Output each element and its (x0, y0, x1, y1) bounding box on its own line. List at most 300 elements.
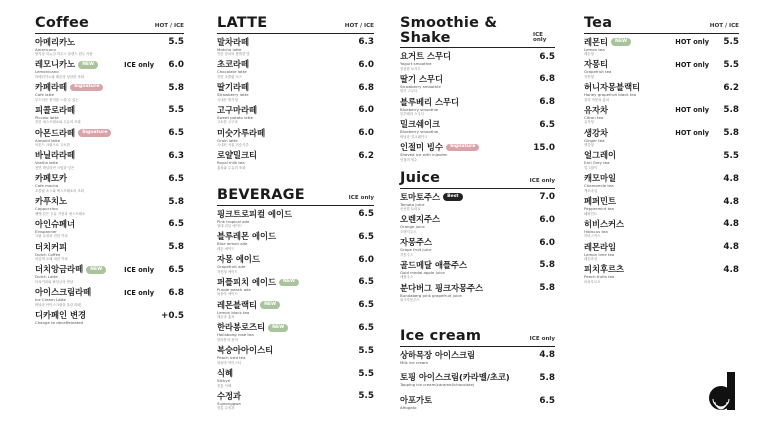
beverage-header (217, 188, 374, 206)
menu-item-name: 카페라떼 (35, 82, 68, 93)
menu-item-english-name: Dutch Latte (35, 274, 58, 280)
menu-item (217, 300, 374, 323)
menu-item-english-name: Vanilla latte (35, 160, 58, 166)
tea-column (584, 16, 739, 287)
menu-item-name: 오렌지주스 (400, 214, 441, 225)
menu-item-name: 딸기 스무디 (400, 73, 443, 84)
menu-item-price: 6.5 (168, 173, 184, 184)
latte-column (217, 16, 374, 173)
menu-item-description: 페퍼민트 (584, 211, 598, 216)
menu-item-english-name: Sweet potato latte (217, 114, 254, 120)
menu-item-description: 히비스커스 (584, 234, 601, 239)
menu-item (400, 119, 555, 142)
menu-item (584, 219, 739, 242)
menu-item-price: 5.8 (168, 242, 184, 253)
menu-item-description: 신선한 토마토 (400, 207, 421, 212)
menu-item-name: 토핑 아이스크림(카라멜/초코) (400, 372, 510, 383)
menu-item-row (217, 368, 374, 379)
menu-item-price: 5.8 (723, 105, 739, 116)
menu-item-option: HOT only (675, 38, 709, 46)
coffee-title: Coffee (35, 15, 90, 31)
menu-item-price: 6.0 (358, 105, 374, 116)
menu-item-english-name: Hibiscus tea (584, 228, 608, 234)
menu-item-description: 애플주스 (400, 275, 414, 280)
menu-item-english-name: Purple peach ade (217, 286, 251, 292)
menu-item (584, 37, 739, 60)
menu-item-name: 피치후르츠 (584, 264, 625, 275)
menu-item-english-name: Pink tropical ade (217, 218, 250, 224)
menu-item-description: 상큼한 요거트 (400, 66, 421, 71)
menu-item-price: 7.0 (539, 192, 555, 202)
menu-item-name: 히비스커스 (584, 218, 625, 229)
menu-item-price: 5.8 (168, 82, 184, 93)
menu-item-description: 진한 초콜릿 소스 (217, 74, 243, 79)
menu-item-name: 카푸치노 (35, 196, 68, 207)
menu-item-price: 4.8 (723, 219, 739, 230)
menu-item-description: 국내산 곡물 미숫가루 (217, 143, 249, 148)
menu-item-description: 레몬과 홍차 (217, 315, 235, 320)
menu-item-name: 로얄밀크티 (217, 150, 258, 161)
menu-item-name: 복숭아아이스티 (217, 345, 274, 356)
menu-item (400, 350, 555, 373)
menu-item-description: 차갑게 오래 내린 커피 (35, 257, 68, 262)
menu-item-row (400, 395, 555, 406)
tea-header (584, 16, 739, 34)
menu-item-name: 상하목장 아이스크림 (400, 349, 476, 360)
menu-item-english-name: Topping ice cream(caramel/chocolate) (400, 382, 475, 388)
menu-item-name: 카페모카 (35, 173, 68, 184)
latte-header (217, 16, 374, 34)
menu-item-description: 진한 말차의 쌉쌀한 맛 (217, 52, 250, 57)
menu-item-description: 초콜릿 소스와 에스프레소의 조화 (35, 188, 85, 193)
menu-item-price: 5.8 (539, 283, 555, 294)
menu-item-name: 레몬블랙티 (217, 299, 258, 310)
menu-item-name: 인절미 빙수 (400, 142, 443, 153)
d-logo-icon (708, 372, 736, 412)
menu-item-price: 4.8 (723, 196, 739, 207)
menu-item (400, 395, 555, 418)
juice-list (400, 192, 555, 306)
menu-item-description: 더치커피와 팥앙금의 만남 (35, 280, 74, 285)
juice-title: Juice (400, 170, 441, 186)
menu-item-english-name: Cafe mocha (35, 183, 59, 189)
beverage-title: BEVERAGE (217, 187, 305, 203)
tea-note: HOT / ICE (709, 22, 739, 29)
menu-item (217, 59, 374, 82)
menu-item (217, 128, 374, 151)
menu-item-price: 5.5 (358, 391, 374, 402)
menu-item (400, 51, 555, 74)
menu-item-name: 디카페인 변경 (35, 310, 86, 321)
menu-item-name: 레모니카노 (35, 59, 76, 70)
menu-item-description: 고소한 고구마 (217, 120, 238, 125)
menu-item-row (35, 82, 184, 93)
tea-list (584, 37, 739, 288)
icecream-title: Ice cream (400, 328, 482, 344)
menu-item-badge: NEW (611, 38, 631, 46)
menu-item-name: 얼그레이 (584, 150, 617, 161)
menu-item-description: 바닐라 밀크쉐이크 (400, 134, 428, 139)
menu-item (400, 283, 555, 306)
menu-item-badge: NEW (260, 301, 280, 309)
menu-item-row (584, 128, 739, 139)
menu-item-name: 요거트 스무디 (400, 51, 451, 61)
menu-item-price: +0.5 (161, 310, 184, 321)
menu-item-name: 더치앙금라떼 (35, 264, 84, 275)
menu-item-description: 벨벳 같은 우유 거품과 에스프레소 (35, 211, 86, 216)
menu-item-name: 수정과 (217, 390, 242, 401)
menu-item-english-name: Lemon black tea (217, 309, 250, 315)
menu-item-english-name: Tomato juice (400, 201, 425, 207)
menu-item-description: 복숭아 아이스티 (217, 360, 242, 365)
juice-header (400, 171, 555, 189)
menu-item-name: 아인슈페너 (35, 218, 76, 229)
menu-item-name: 딸기라떼 (217, 82, 250, 93)
menu-item (35, 173, 184, 196)
menu-item-badge: Signature (446, 144, 479, 152)
menu-item-name: 캐모마일 (584, 173, 617, 184)
menu-item-description: 캐모마일 (584, 188, 598, 193)
menu-item-english-name: Gold medal apple juice (400, 269, 445, 275)
menu-item-price: 5.8 (168, 196, 184, 207)
menu-item-price: 6.5 (358, 322, 374, 333)
menu-item-english-name: Cafe latte (35, 92, 55, 98)
menu-item-price: 4.8 (723, 173, 739, 184)
menu-item-row (217, 37, 374, 48)
menu-item-row (584, 37, 739, 48)
juice-column (400, 171, 555, 305)
menu-item-description: 한라봉과 장미 (217, 338, 238, 343)
menu-item-description: 꿀과 자몽과 홍차 (584, 97, 610, 102)
menu-item-english-name: Grape fruit juice (400, 247, 432, 253)
menu-item-price: 5.5 (168, 37, 184, 47)
menu-item-name: 아메리카노 (35, 36, 76, 47)
menu-item-english-name: Shaved ice with injeolmi (400, 152, 448, 158)
menu-item-description: 자몽주스 (400, 252, 414, 257)
menu-item-english-name: Blueberry smoothie (400, 106, 439, 112)
menu-item-name: 한라봉로즈티 (217, 322, 266, 333)
menu-item (35, 196, 184, 219)
menu-item-name: 식혜 (217, 368, 234, 379)
smoothie-title: Smoothie & Shake (400, 15, 498, 46)
menu-item-english-name: Einspanner (35, 228, 57, 234)
menu-item (217, 231, 374, 254)
menu-item-name: 미숫가루라떼 (217, 127, 266, 138)
menu-item-english-name: Ginger tea (584, 137, 605, 143)
menu-item-name: 생강차 (584, 127, 609, 138)
menu-item-badge: NEW (86, 266, 106, 274)
menu-item (35, 105, 184, 128)
menu-item-price: 5.8 (539, 260, 555, 271)
menu-item-name: 블루베리 스무디 (400, 96, 459, 107)
menu-item-price: 5.8 (723, 128, 739, 139)
juice-note: ICE only (529, 177, 555, 184)
smoothie-header (400, 16, 555, 48)
menu-item-description: 핑크자몽주스 (400, 298, 420, 303)
menu-item-description: 열대 과일 에이드 (217, 224, 243, 229)
menu-item-english-name: Chocolate latte (217, 69, 247, 75)
menu-item-description: 레몬청 (584, 52, 594, 57)
menu-item-english-name: Grapefruit tea (584, 69, 612, 75)
menu-item (400, 214, 555, 237)
menu-item-row (35, 37, 184, 48)
menu-item-english-name: Almond latte (35, 137, 60, 143)
menu-item (35, 82, 184, 105)
menu-item-price: 5.5 (723, 59, 739, 70)
menu-item-name: 레몬티 (584, 36, 609, 47)
menu-item-description: 복숭아 에이드 (217, 292, 238, 297)
menu-item (400, 142, 555, 165)
menu-item-name: 골드메달 애플주스 (400, 259, 468, 270)
menu-item (35, 128, 184, 151)
menu-item-price: 5.5 (358, 368, 374, 379)
tea-title: Tea (584, 15, 613, 31)
menu-item-english-name: Sikhye (217, 378, 230, 384)
menu-item-price: 6.5 (358, 209, 374, 219)
menu-item-english-name: Ice Cream Latte (35, 297, 66, 303)
menu-item-badge: NEW (268, 324, 288, 332)
menu-item-description: 바닐라 아이스크림을 올린 라떼 (35, 302, 81, 307)
menu-item-english-name: Blue lemon ade (217, 241, 248, 247)
menu-item-name: 레몬라임 (584, 241, 617, 252)
icecream-header (400, 329, 555, 347)
menu-item-name: 말차라떼 (217, 36, 250, 47)
menu-item-english-name: Grain latte (217, 137, 238, 143)
menu-item-english-name: Bundaberg pink grapefruit juice (400, 292, 462, 298)
menu-item-badge: NEW (279, 279, 299, 287)
menu-item-description: 아몬드 크림으로 고소한 (35, 143, 70, 148)
menu-item-option: ICE only (124, 288, 154, 297)
menu-item-english-name: Americano (35, 46, 56, 52)
menu-item-badge: Best (443, 193, 463, 201)
menu-item-price: 6.0 (358, 128, 374, 139)
menu-item-english-name: Affogato (400, 405, 417, 411)
menu-item-description: 유자청 (584, 120, 594, 125)
menu-item (217, 345, 374, 368)
menu-item-description: 자몽청 에이드 (217, 269, 238, 274)
menu-item-english-name: Lemonicano (35, 69, 59, 75)
menu-item-name: 핑크트로피컬 에이드 (217, 208, 293, 219)
menu-item-name: 페퍼민트 (584, 196, 617, 207)
menu-item-description: 얼그레이 (584, 166, 598, 171)
menu-item (217, 277, 374, 300)
menu-item (217, 391, 374, 414)
menu-item-description: 홍차와 우유의 조화 (217, 166, 246, 171)
menu-item-price: 6.3 (358, 37, 374, 47)
menu-item-description: 인절미 빙수 (400, 157, 418, 162)
menu-item (400, 74, 555, 97)
menu-item-name: 퍼플피치 에이드 (217, 276, 276, 287)
menu-item-price: 6.5 (168, 219, 184, 230)
menu-item-price: 5.5 (168, 105, 184, 116)
menu-item-description: 레몬라임 (584, 257, 598, 262)
menu-item-description: 부드러운 풍미를 느낄 수 있는 (35, 97, 79, 102)
menu-item-price: 15.0 (533, 142, 555, 153)
menu-item (217, 368, 374, 391)
menu-item-name: 피콜로라떼 (35, 104, 76, 115)
menu-item-description: 블루베리 스무디 (400, 112, 425, 117)
menu-item-name: 유자차 (584, 104, 609, 115)
menu-item (35, 242, 184, 265)
menu-item-english-name: Citron tea (584, 114, 604, 120)
menu-item (400, 192, 555, 215)
menu-item-row (217, 128, 374, 139)
menu-item (584, 242, 739, 265)
menu-item-english-name: Matcha latte (217, 46, 242, 52)
menu-item-name: 초코라떼 (217, 59, 250, 70)
menu-item-price: 6.5 (539, 51, 555, 62)
menu-item-price: 6.8 (168, 287, 184, 298)
menu-item-price: 6.5 (168, 264, 184, 275)
latte-title: LATTE (217, 15, 268, 31)
menu-item-price: 4.8 (539, 350, 555, 360)
menu-item (584, 150, 739, 173)
menu-item-price: 6.8 (539, 74, 555, 85)
menu-item-price: 6.0 (539, 214, 555, 225)
coffee-list (35, 37, 184, 333)
menu-item-english-name: Hallabong rose tea (217, 332, 254, 338)
menu-item-english-name: Earl Grey tea (584, 160, 610, 166)
menu-item-english-name: Orange juice (400, 224, 425, 230)
menu-item-price: 5.8 (539, 372, 555, 383)
menu-item-english-name: Lemon lime tea (584, 251, 615, 257)
menu-item (217, 37, 374, 60)
menu-item-row (400, 192, 555, 203)
menu-item (35, 287, 184, 310)
icecream-list (400, 350, 555, 418)
menu-item-description: 크림 토핑과 진한 커피 (35, 234, 68, 239)
menu-item (584, 173, 739, 196)
menu-item-name: 자몽주스 (400, 237, 433, 248)
menu-item (584, 264, 739, 287)
menu-item-badge: Signature (78, 129, 111, 137)
menu-item (584, 82, 739, 105)
menu-item-row (584, 105, 739, 116)
menu-item-price: 5.5 (723, 37, 739, 47)
menu-item-badge: Signature (70, 84, 103, 92)
coffee-column (35, 16, 184, 333)
menu-item-row (217, 209, 374, 220)
menu-item-price: 4.8 (723, 242, 739, 253)
menu-item-price: 6.8 (358, 82, 374, 93)
menu-item-english-name: Cappuccino (35, 206, 58, 212)
icecream-column (400, 329, 555, 418)
menu-item (35, 59, 184, 82)
menu-item-english-name: Peach fruits tea (584, 274, 615, 280)
menu-item-english-name: Grapefruit ade (217, 264, 246, 270)
menu-item-name: 자몽 에이드 (217, 254, 260, 265)
menu-item (35, 37, 184, 60)
menu-item-name: 아몬드라떼 (35, 127, 76, 138)
menu-item (584, 105, 739, 128)
menu-item-option: HOT only (675, 129, 709, 138)
menu-item-description: 진한 에스프레소와 우유의 조화 (35, 120, 81, 125)
menu-item-row (400, 350, 555, 361)
menu-item-description: 전통 수정과 (217, 406, 235, 411)
menu-item (217, 150, 374, 173)
menu-item-description: 오렌지주스 (400, 229, 417, 234)
menu-item-row (35, 219, 184, 230)
menu-item-english-name: Strawberry latte (217, 92, 249, 98)
menu-item-option: HOT only (675, 106, 709, 115)
menu-item-name: 아포가토 (400, 395, 433, 406)
menu-item (217, 322, 374, 345)
menu-item-price: 6.3 (168, 150, 184, 161)
menu-item-option: HOT only (675, 60, 709, 69)
menu-item-english-name: Lemon tea (584, 46, 605, 52)
menu-item-description: 아메리카노와 레몬의 상큼한 조화 (35, 74, 85, 79)
menu-item-description: 자몽청 (584, 74, 594, 79)
menu-item-english-name: Peppermint tea (584, 206, 614, 212)
menu-item-english-name: Strawberry smoothie (400, 83, 441, 89)
menu-item-description: 생강청 (584, 143, 594, 148)
menu-item-english-name: Chamomile tea (584, 183, 614, 189)
menu-item-description: 레몬 에이드 (217, 246, 235, 251)
menu-item (35, 219, 184, 242)
menu-item-description: 양지상 리뉴얼 하우스 블렌드 원두 사용 (35, 52, 93, 57)
menu-item-english-name: Change to decaffeinated (35, 320, 84, 326)
beverage-list (217, 209, 374, 414)
menu-item-price: 5.5 (723, 150, 739, 161)
menu-item-name: 아이스크림라떼 (35, 287, 92, 298)
menu-item-name: 허니자몽블랙티 (584, 82, 641, 93)
menu-item-price: 6.0 (168, 59, 184, 70)
menu-item-english-name: Royal milk tea (217, 160, 245, 166)
menu-item-description: 국내산 딸기청 (217, 97, 238, 102)
menu-item (400, 97, 555, 120)
coffee-note: HOT / ICE (154, 22, 184, 29)
menu-item-english-name: Dutch Coffee (35, 251, 61, 257)
menu-item-row (400, 97, 555, 108)
menu-item (35, 264, 184, 287)
menu-item-name: 더치커피 (35, 241, 68, 252)
menu-item (35, 150, 184, 173)
menu-item-price: 6.5 (539, 119, 555, 130)
menu-item-badge: NEW (78, 61, 98, 69)
menu-item (584, 128, 739, 151)
menu-item-price: 6.5 (358, 300, 374, 311)
menu-item-price: 6.0 (539, 237, 555, 248)
menu-item-price: 6.5 (168, 128, 184, 139)
smoothie-column (400, 16, 555, 165)
menu-item-name: 자몽티 (584, 59, 609, 70)
menu-item (584, 59, 739, 82)
menu-item-description: 딸기 스무디 (400, 89, 418, 94)
menu-item-english-name: Piccolo latte (35, 114, 59, 120)
menu-item-english-name: Sujeonggwa (217, 400, 241, 406)
menu-item-english-name: Yogurt smoothie (400, 61, 432, 66)
menu-item-name: 토마토주스 (400, 191, 441, 202)
latte-list (217, 37, 374, 174)
menu-item (35, 310, 184, 333)
menu-item-description: 천연 바닐라빈 시럽을 넣은 (35, 166, 75, 171)
menu-item (400, 237, 555, 260)
menu-item-english-name: Honey grapefruit black tea (584, 92, 637, 98)
menu-item-price: 6.0 (358, 254, 374, 265)
menu-item-english-name: Peach iced tea (217, 355, 246, 361)
menu-item-price: 5.5 (358, 345, 374, 356)
menu-item-price: 6.8 (539, 97, 555, 108)
menu-item (584, 196, 739, 219)
menu-item-english-name: Blueberry smoothie (400, 129, 439, 135)
beverage-column (217, 188, 374, 414)
menu-item-option: ICE only (124, 60, 154, 69)
beverage-note: ICE only (348, 194, 374, 201)
coffee-header (35, 16, 184, 34)
menu-item-price: 6.2 (358, 150, 374, 161)
menu-item-price: 4.8 (723, 264, 739, 275)
menu-item-description: 전통 식혜 (217, 383, 232, 388)
